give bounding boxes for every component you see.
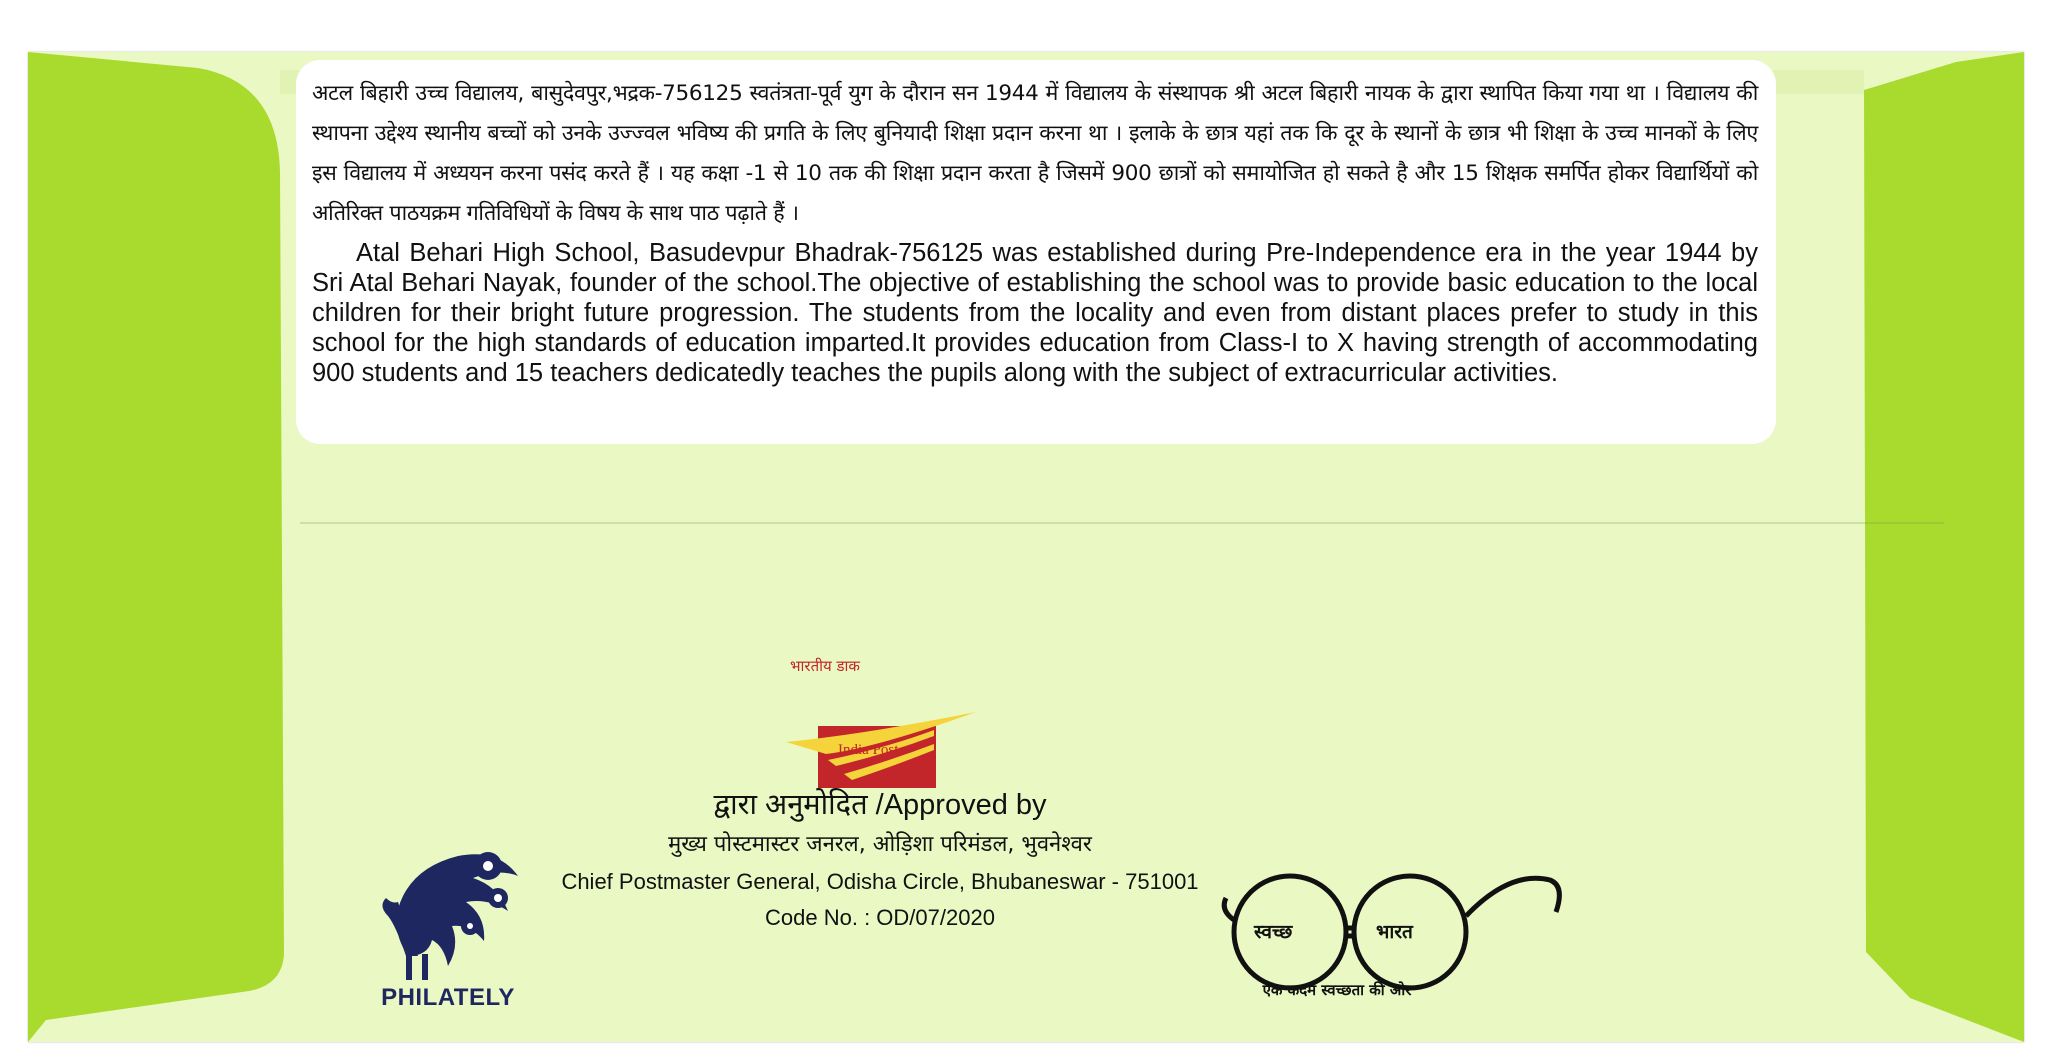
approval-block — [530, 784, 1230, 936]
swachh-tagline: एक कदम स्वच्छता की ओर — [1262, 981, 1412, 999]
swachh-word: स्वच्छ — [1254, 921, 1293, 943]
school-info-box — [296, 60, 1776, 444]
bharat-word: भारत — [1376, 921, 1413, 943]
philately-label: PHILATELY — [381, 984, 515, 1011]
spectacles-temple — [1466, 878, 1559, 916]
pmg-hindi-line: मुख्य पोस्टमास्टर जनरल, ओड़िशा परिमंडल, भुवनेश्वर — [668, 832, 1092, 857]
hindi-description: अटल बिहारी उच्च विद्यालय, बासुदेवपुर,भद्रक-756125 स्वतंत्रता-पूर्व युग के दौरान सन 1944 में विद्यालय के संस्थापक श्री अटल बिहारी नायक के द्वारा स्थापित किया गया था । विद्यालय की स्थापना उद्देश्य स्थानीय बच्चों को उनके उज्ज्वल भविष्य की प्रगति के लिए बुनियादी शिक्षा प्रदान करना था । इलाके के छात्र यहां तक कि दूर के स्थानों के छात्र भी शिक्षा के उच्च मानकों के लिए इस विद्यालय में अध्ययन करना पसंद करते हैं । यह कक्षा -1 से 10 तक की शिक्षा प्रदान करता है जिसमें 900 छात्रों को समायोजित हो सकते है और 15 शिक्षक समर्पित होकर विद्यार्थियों को अतिरिक्त पाठयक्रम गतिविधियों के विषय के साथ पाठ पढ़ाते हैं । — [312, 81, 1758, 226]
english-description: Atal Behari High School, Basudevpur Bhadrak-756125 was established during Pre-Independence era in the year 1944 by Sri Atal Behari Nayak, founder of the school.The objective of establishing the school was to provide basic education to the local children for their bright future progression. The students from the locality and even from distant places prefer to study in this school for the high standards of education imparted.It provides education from Class-I to X having strength of accommodating 900 students and 15 teachers dedicatedly teaches the pupils along with the subject of extracurricular activities. — [312, 239, 1758, 387]
left-flap — [28, 52, 284, 1042]
right-flap — [1864, 52, 2024, 1042]
india-post-english-label: India Post — [838, 742, 899, 758]
peacock-icon — [348, 806, 548, 996]
india-post-hindi-label: भारतीय डाक — [790, 657, 860, 675]
fold-line — [300, 522, 1944, 524]
pmg-english-line: Chief Postmaster General, Odisha Circle, Bhubaneswar - 751001 — [561, 869, 1199, 894]
code-number: Code No. : OD/07/2020 — [765, 905, 995, 930]
approved-by-heading: द्वारा अनुमोदित /Approved by — [713, 789, 1047, 821]
